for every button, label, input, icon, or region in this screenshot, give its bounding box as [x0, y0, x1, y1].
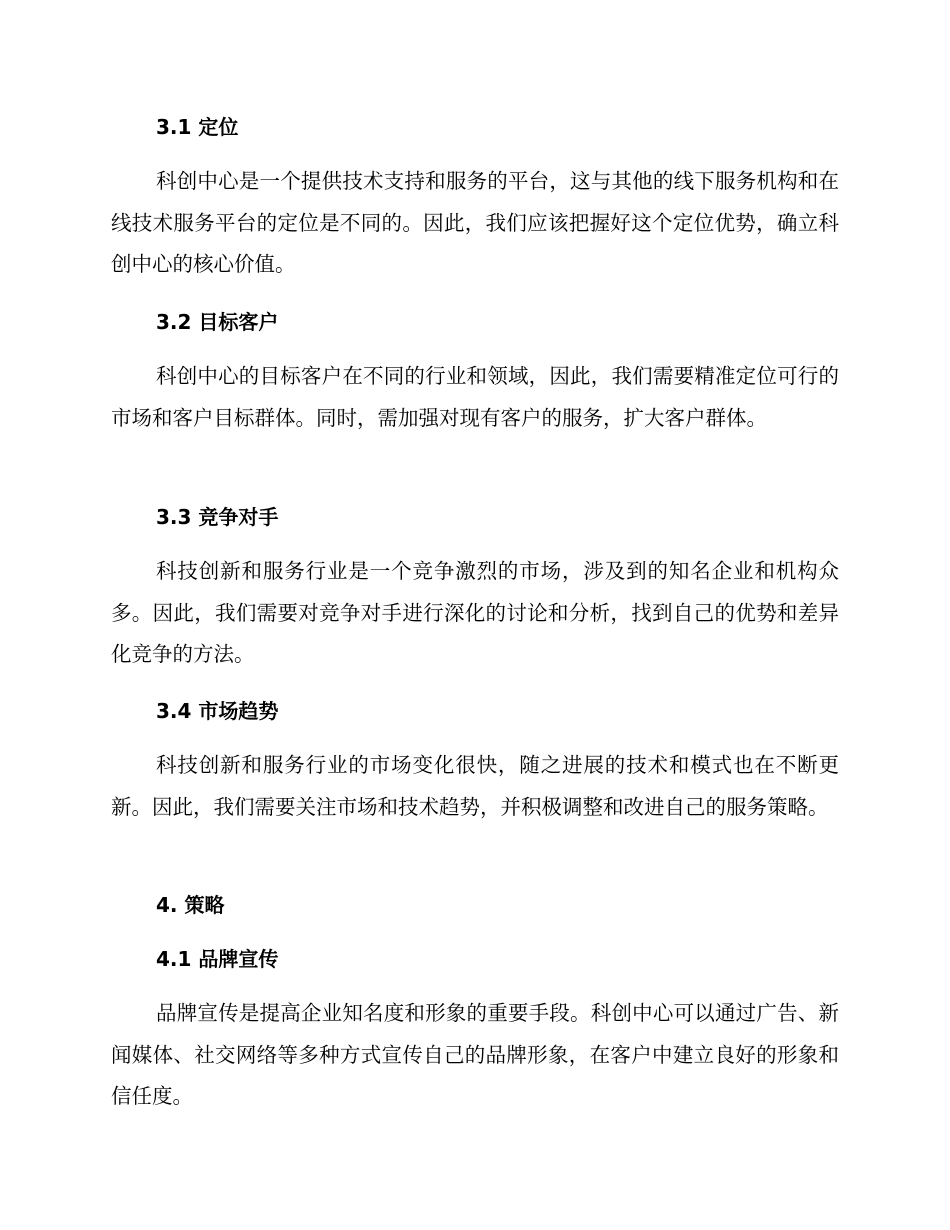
- section-paragraph-3-4: 科技创新和服务行业的市场变化很快，随之进展的技术和模式也在不断更新。因此，我们需要关注市场和技术趋势，并积极调整和改进自己的服务策略。: [111, 753, 839, 819]
- section-heading-3-1: 3.1 定位: [156, 115, 239, 139]
- section-heading-3-4: 3.4 市场趋势: [156, 699, 279, 723]
- section-paragraph-3-3: 科技创新和服务行业是一个竞争激烈的市场，涉及到的知名企业和机构众多。因此，我们需要对竞争对手进行深化的讨论和分析，找到自己的优势和差异化竞争的方法。: [111, 559, 839, 666]
- section-paragraph-4-1: 品牌宣传是提高企业知名度和形象的重要手段。科创中心可以通过广告、新闻媒体、社交网络等多种方式宣传自己的品牌形象，在客户中建立良好的形象和信任度。: [111, 1001, 839, 1108]
- section-heading-3-2: 3.2 目标客户: [156, 310, 279, 334]
- section-heading-4-1: 4.1 品牌宣传: [156, 947, 279, 971]
- section-paragraph-3-1: 科创中心是一个提供技术支持和服务的平台，这与其他的线下服务机构和在线技术服务平台的定位是不同的。因此，我们应该把握好这个定位优势，确立科创中心的核心价值。: [111, 169, 839, 276]
- section-paragraph-3-2: 科创中心的目标客户在不同的行业和领域，因此，我们需要精准定位可行的市场和客户目标群体。同时，需加强对现有客户的服务，扩大客户群体。: [111, 364, 839, 430]
- section-heading-4: 4. 策略: [156, 893, 225, 917]
- section-heading-3-3: 3.3 竞争对手: [156, 505, 279, 529]
